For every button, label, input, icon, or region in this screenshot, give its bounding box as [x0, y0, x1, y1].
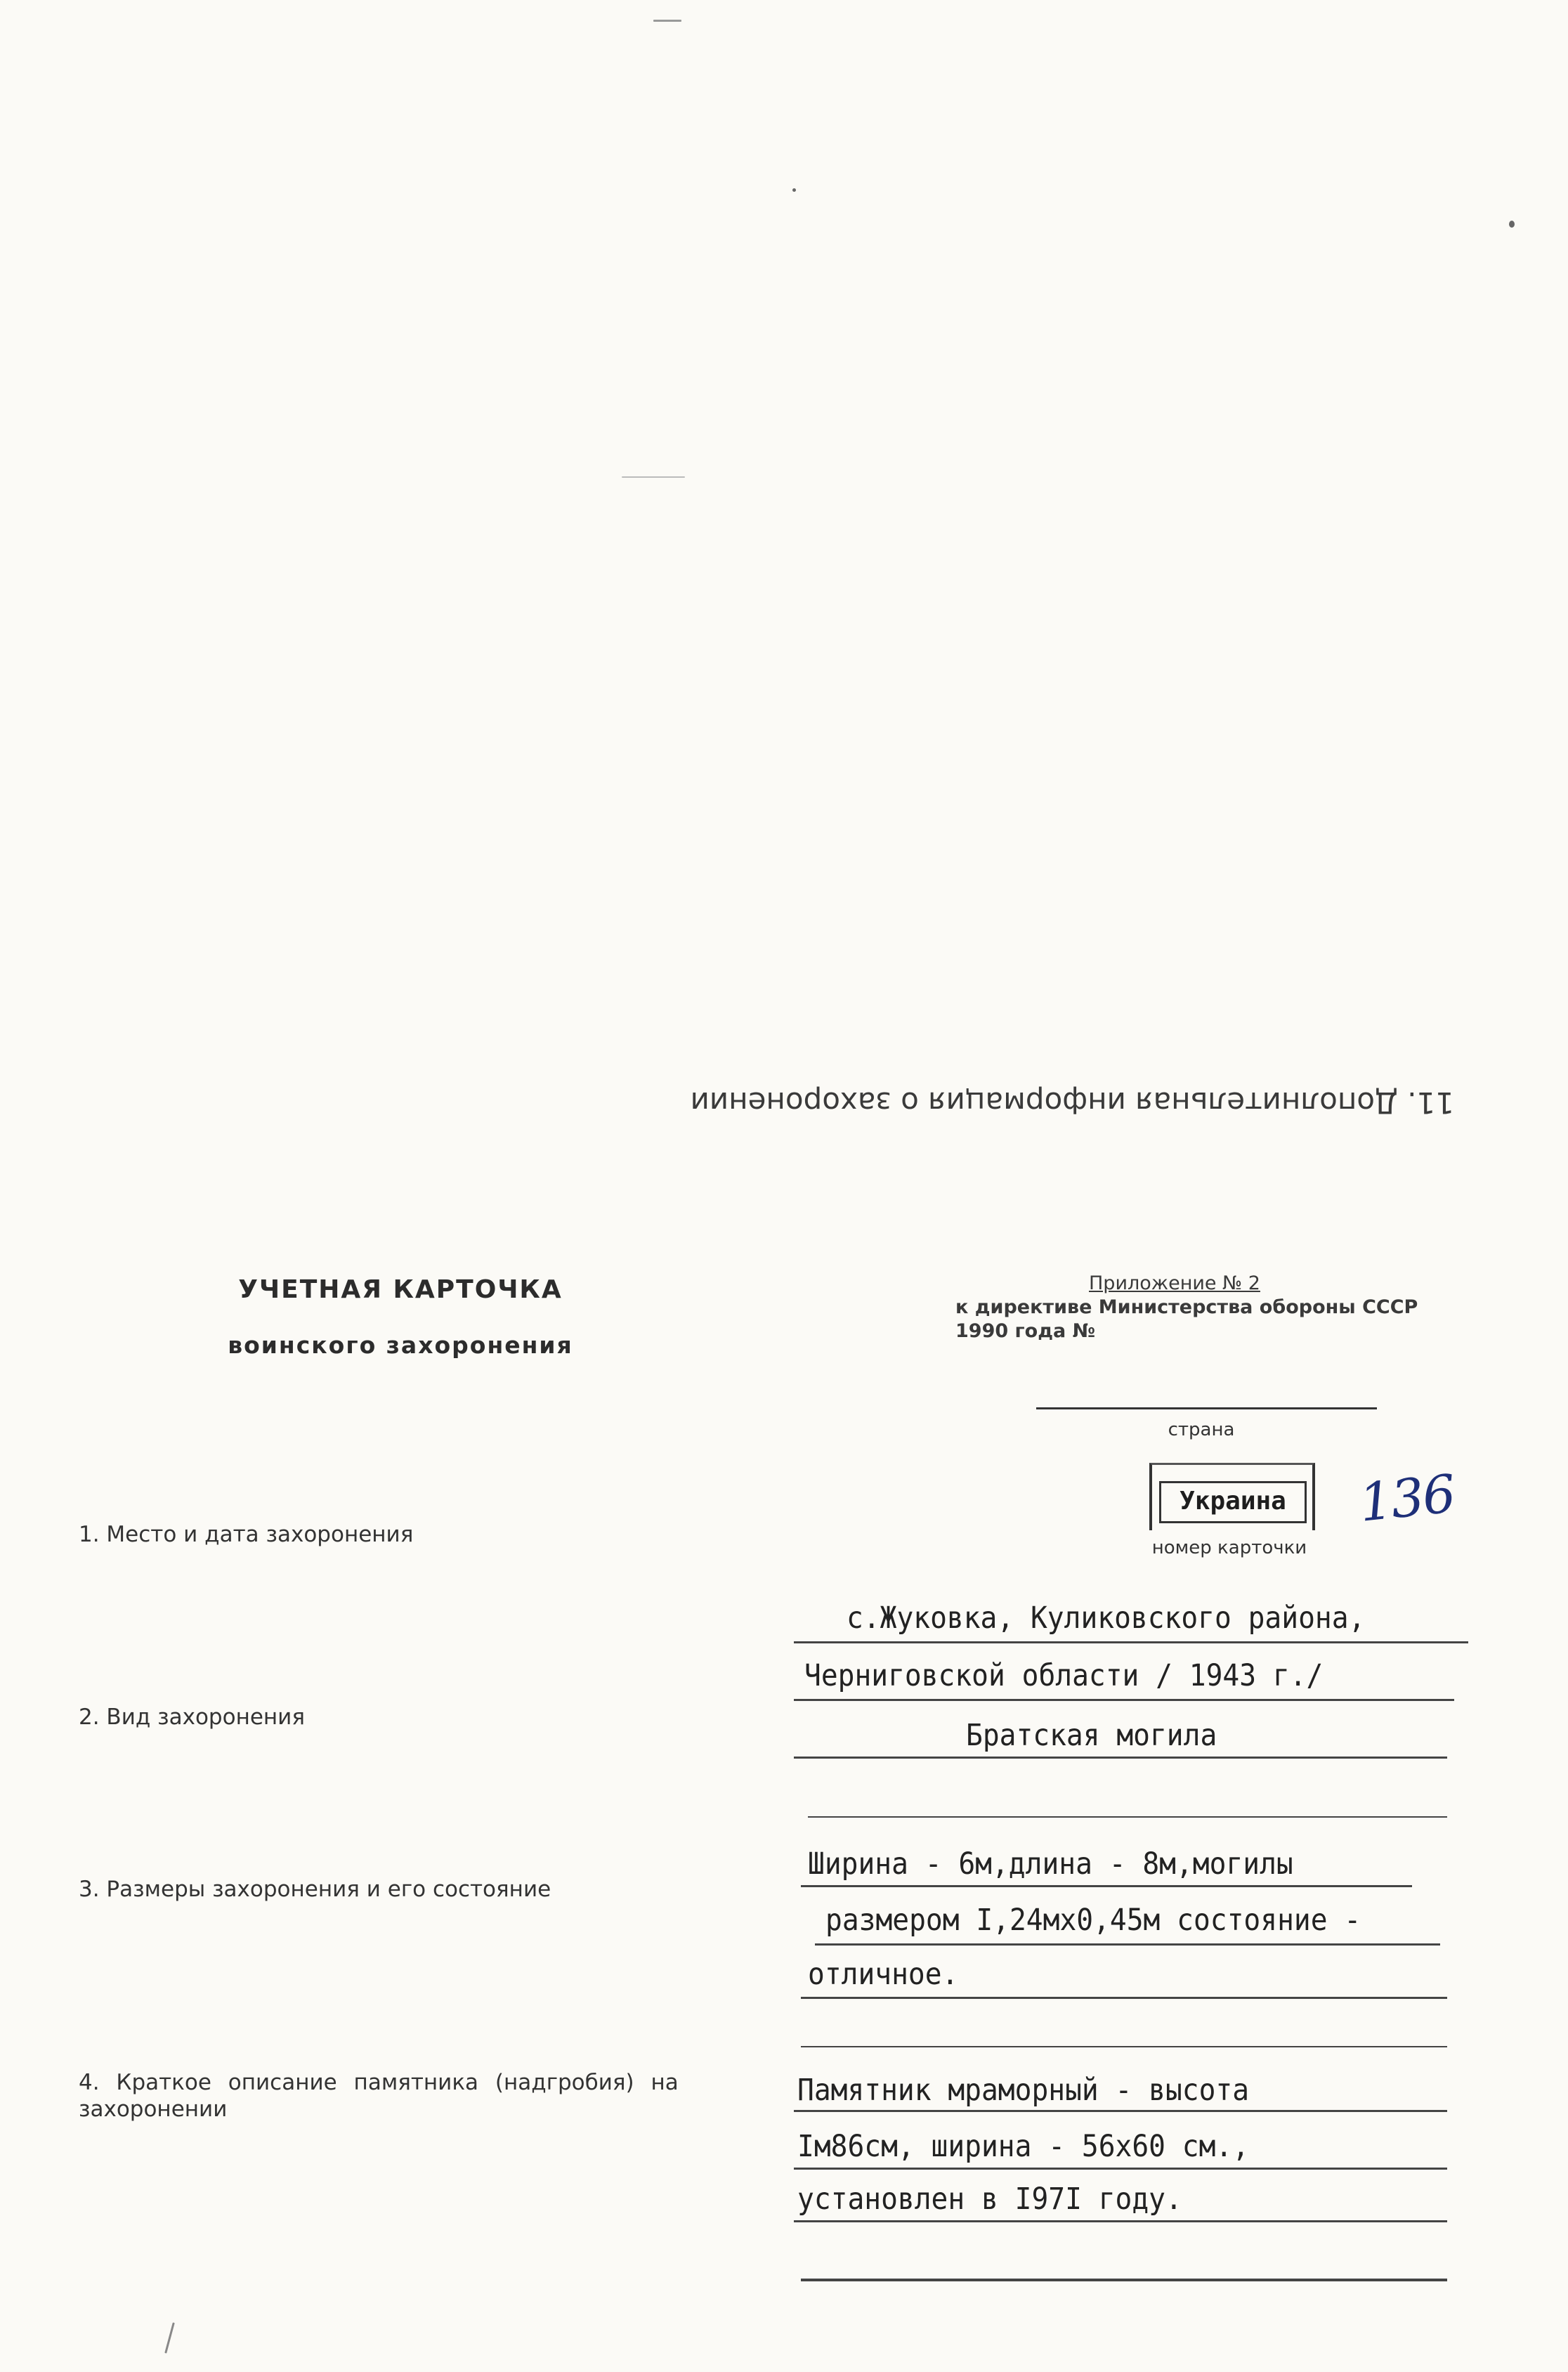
card-subtitle: воинского захоронения [228, 1331, 573, 1359]
card-number-handwritten: 136 [1356, 1464, 1458, 1534]
field-3-underline-3 [801, 1997, 1447, 1999]
field-2-underline-2 [808, 1816, 1447, 1818]
field-3-line-3: отличное. [808, 1957, 959, 1992]
field-1-line-1: с.Жуковка, Куликовского района, [847, 1601, 1366, 1636]
field-label-4: 4. Краткое описание памятника (надгробия) на захоронении [79, 2070, 679, 2122]
field-4-underline-2 [794, 2168, 1447, 2170]
field-label-3: 3. Размеры захоронения и его состояние [79, 1877, 551, 1902]
field-4-line-1: Памятник мраморный - высота [797, 2073, 1250, 2108]
field-3-underline-1 [801, 1885, 1412, 1887]
country-rule [1036, 1407, 1377, 1409]
field-3-underline-4 [801, 2046, 1447, 2047]
field-label-1: 1. Место и дата захоронения [79, 1522, 414, 1547]
card-number-label: номер карточки [1151, 1537, 1307, 1558]
field-label-2: 2. Вид захоронения [79, 1705, 305, 1730]
field-1-underline-1 [794, 1641, 1468, 1643]
appendix-note [955, 1272, 1433, 1343]
field-3-line-2: размером I,24мх0,45м состояние - [825, 1903, 1361, 1938]
appendix-line-3: 1990 года № [955, 1320, 1096, 1342]
country-label: страна [1168, 1419, 1235, 1440]
field-4-line-3: установлен в I97I году. [797, 2182, 1182, 2217]
field-1-underline-2 [794, 1699, 1454, 1701]
paper-speck [653, 20, 681, 22]
paper-speck [792, 188, 796, 192]
country-value: Украина [1159, 1481, 1307, 1523]
field-4-underline-3 [794, 2220, 1447, 2222]
paper-speck [622, 476, 685, 478]
field-2-line-1: Братская могила [966, 1718, 1217, 1753]
appendix-line-2: к директиве Министерства обороны СССР [955, 1296, 1418, 1318]
paper-speck [164, 2322, 175, 2353]
field-3-line-1: Ширина - 6м,длина - 8м,могилы [808, 1846, 1293, 1882]
mirrored-heading: 11. Дополнительная информация о захоронении [690, 1086, 1454, 1120]
field-4-underline-1 [794, 2110, 1447, 2112]
appendix-line-1: Приложение № 2 [1089, 1272, 1260, 1294]
field-2-underline-1 [794, 1757, 1447, 1759]
card-title: УЧЕТНАЯ КАРТОЧКА [238, 1275, 563, 1304]
field-4-line-2: Iм86см, ширина - 56х60 см., [797, 2129, 1250, 2164]
paper-speck [1509, 221, 1515, 228]
field-4-underline-4 [801, 2279, 1447, 2281]
field-3-underline-2 [815, 1943, 1440, 1946]
field-1-line-2: Черниговской области / 1943 г./ [804, 1658, 1324, 1693]
